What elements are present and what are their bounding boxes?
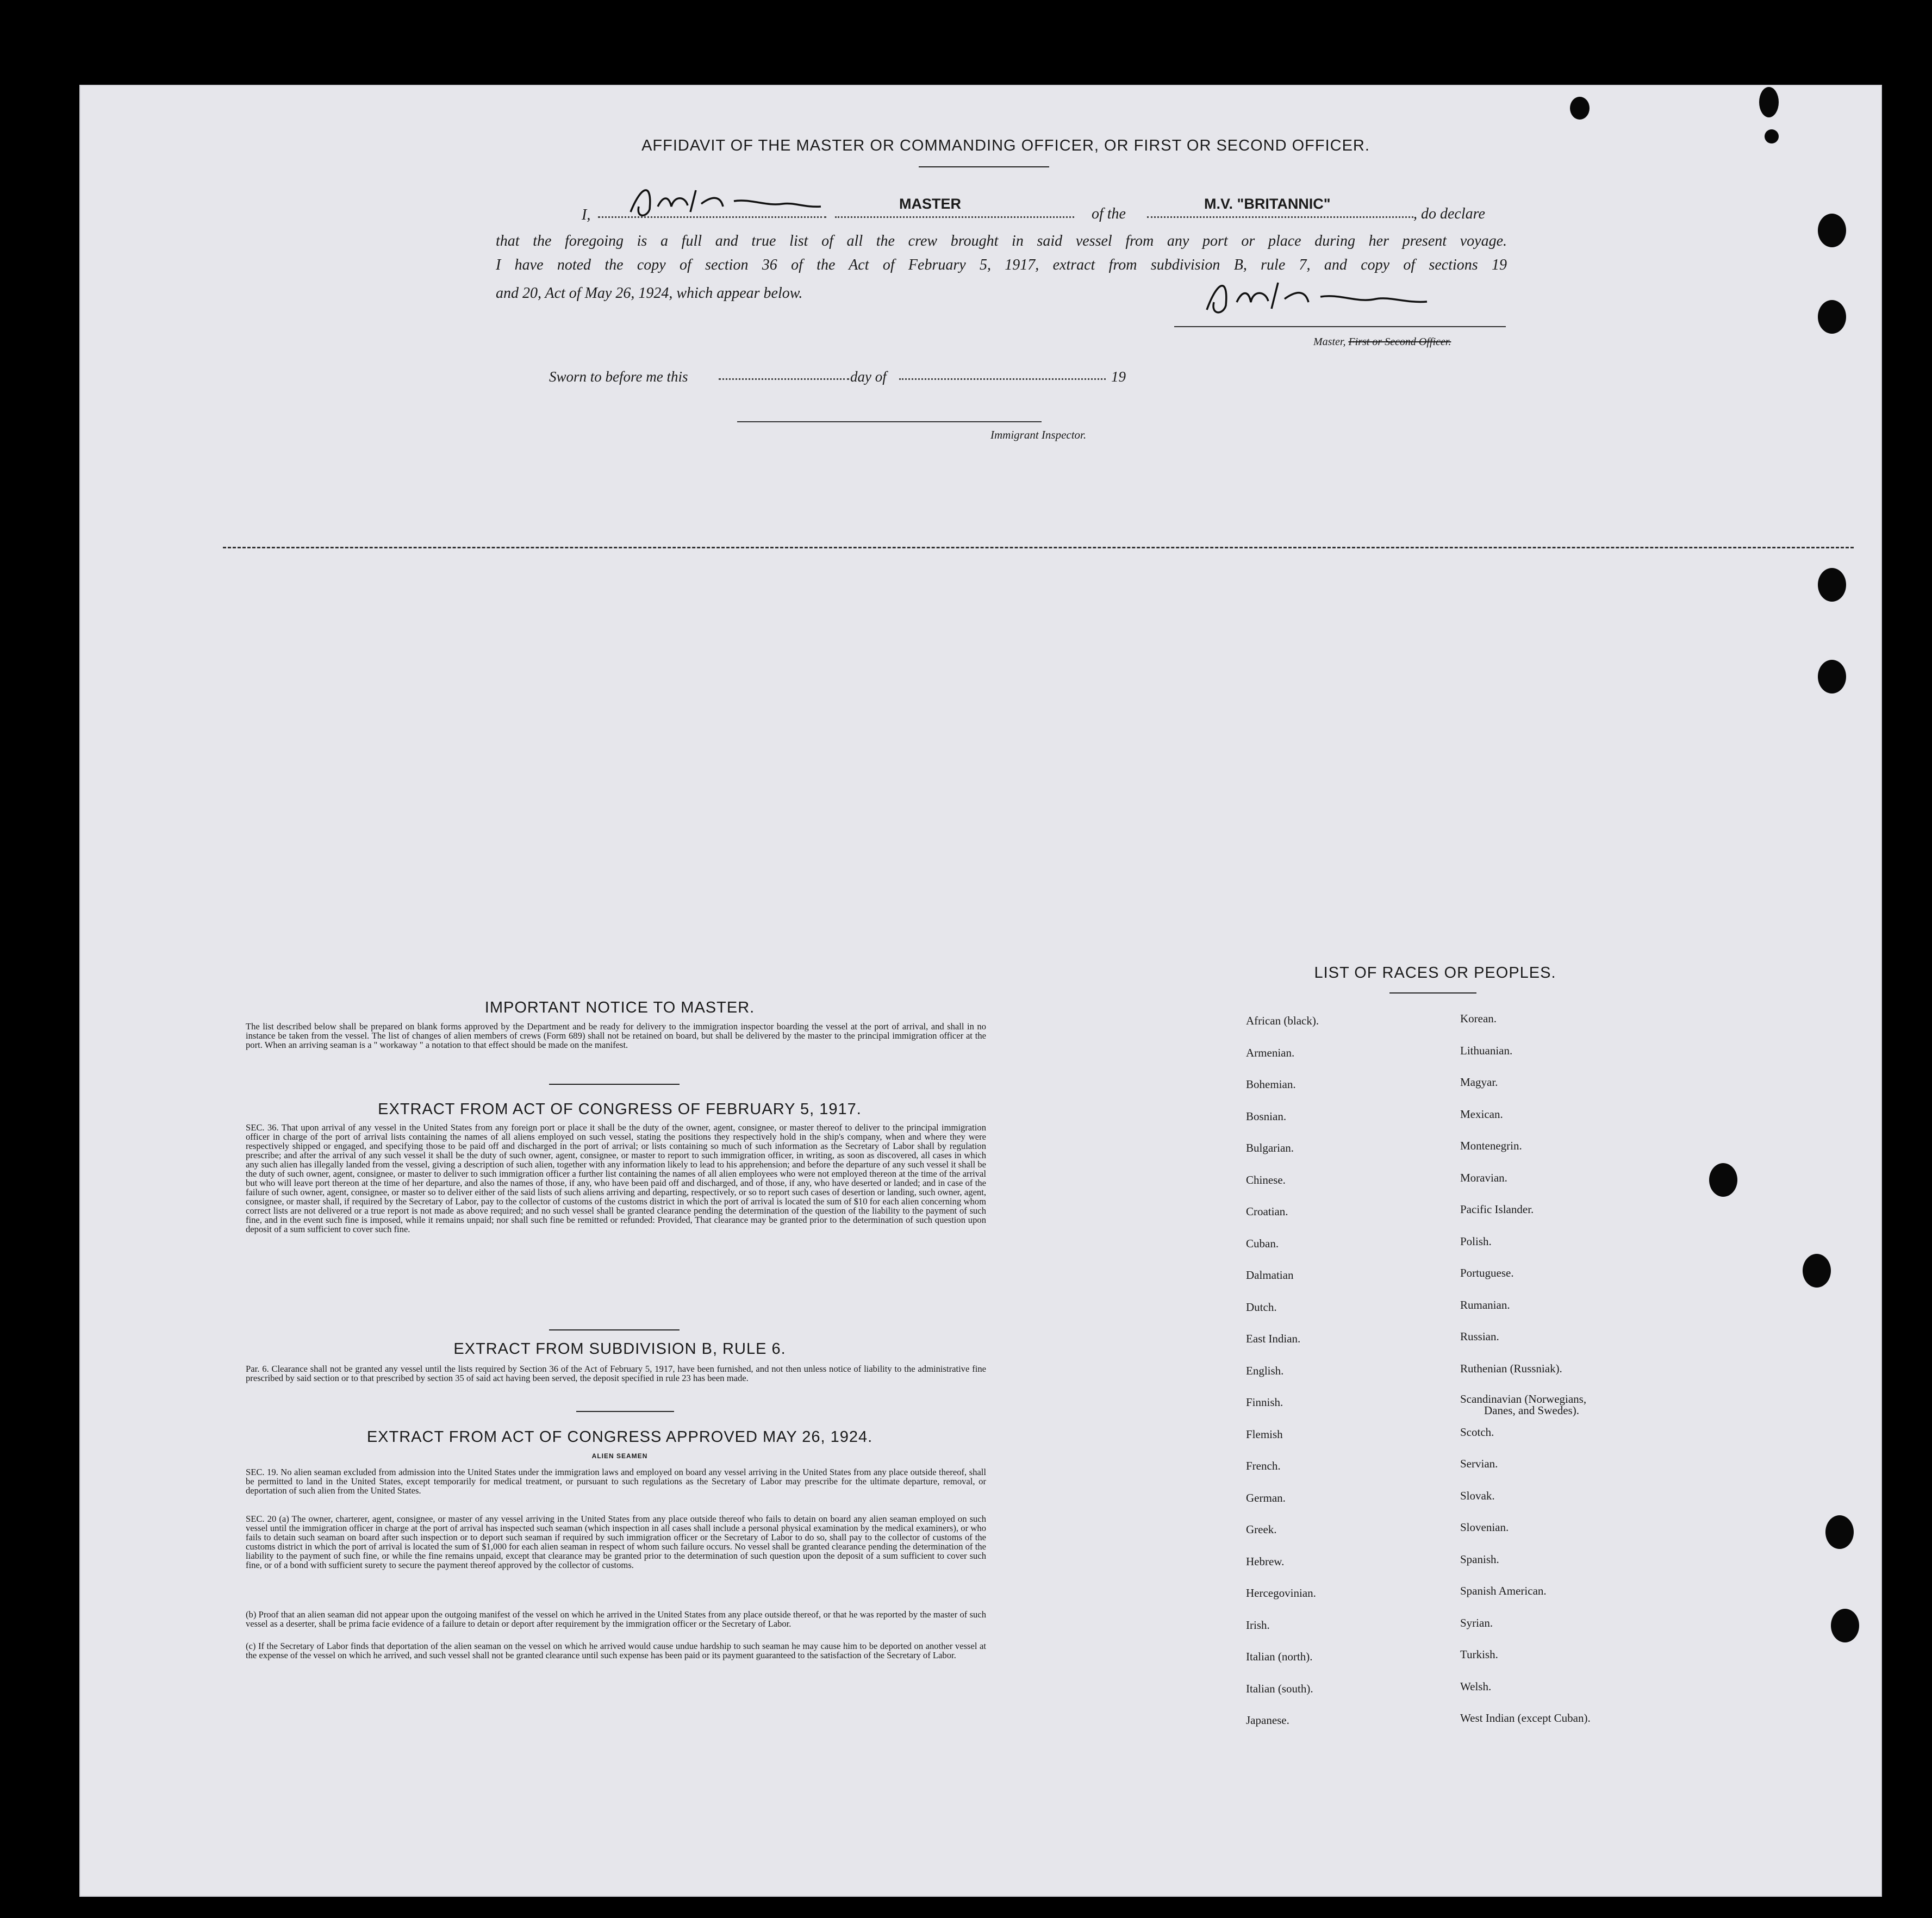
race-item: German. [1246, 1491, 1286, 1504]
of-the-text: of the [1092, 205, 1126, 222]
year-text: 19 [1111, 368, 1126, 385]
race-item: Croatian. [1246, 1205, 1288, 1218]
race-item: Servian. [1460, 1457, 1498, 1470]
affidavit-line-2: that the foregoing is a full and true list of all the crew brought in said vessel from any port or place during her present voyage. [496, 233, 1507, 249]
race-item: Polish. [1460, 1234, 1492, 1248]
name-line [598, 216, 826, 218]
notice-title: IMPORTANT NOTICE TO MASTER. [484, 999, 755, 1016]
race-item: Bohemian. [1246, 1078, 1296, 1091]
race-item: Scandinavian (Norwegians, [1460, 1392, 1587, 1405]
notice-body: The list described below shall be prepared on blank forms approved by the Department and be ready for delivery to the immigration inspector boarding the vessel at the port of arrival, and shall in no instance be taken from the vessel. The list of changes of alien members of crews (Form 689) shall not be retained on board, but shall be delivered by the master to the principal immigration officer at the port. When an arriving seaman is a " workaway " a notation to that effect should be made on the manifest. [246, 1021, 986, 1050]
race-item: Finnish. [1246, 1396, 1283, 1409]
race-item: Slovenian. [1460, 1521, 1509, 1534]
day-of-text: day of [850, 368, 887, 385]
affidavit-line-4: and 20, Act of May 26, 1924, which appear below. [496, 285, 803, 302]
race-item: Flemish [1246, 1427, 1283, 1441]
do-declare-text: , do declare [1413, 205, 1485, 222]
race-item: Dutch. [1246, 1300, 1277, 1314]
race-item: Slovak. [1460, 1489, 1495, 1502]
extract-1917-rule [549, 1329, 680, 1330]
punch-hole [1818, 660, 1846, 694]
race-item-scandinavian [1460, 1394, 1591, 1426]
notice-rule [549, 1084, 680, 1085]
race-item: Italian (south). [1246, 1682, 1313, 1695]
race-item: Italian (north). [1246, 1650, 1313, 1663]
races-rule [1389, 992, 1476, 994]
races-right-column [1460, 1012, 1591, 1744]
race-item: Spanish American. [1460, 1584, 1547, 1597]
race-item: Dalmatian [1246, 1269, 1294, 1282]
sec20b-text: (b) Proof that an alien seaman did not appear upon the outgoing manifest of the vessel on which he arrived in the United States from any place outside thereof, or that he was reported by the master of such vessel as a deserter, shall be prima facie evidence of a failure to detain or deport after requirement by the immigration officer or the Secretary of Labor. [246, 1609, 986, 1629]
race-item: Pacific Islander. [1460, 1203, 1534, 1216]
master-signature-2 [1199, 272, 1438, 321]
race-item: East Indian. [1246, 1332, 1301, 1345]
race-item: Irish. [1246, 1618, 1270, 1632]
affidavit-title: AFFIDAVIT OF THE MASTER OR COMMANDING OFFICER, OR FIRST OR SECOND OFFICER. [641, 137, 1370, 154]
sworn-day-line [719, 378, 849, 380]
sworn-text: Sworn to before me this [549, 368, 688, 385]
punch-hole [1570, 97, 1590, 120]
race-item: Lithuanian. [1460, 1044, 1513, 1057]
race-item: Hebrew. [1246, 1554, 1285, 1568]
alien-seamen-subtitle: ALIEN SEAMEN [591, 1452, 648, 1460]
affidavit-i: I, [582, 207, 591, 223]
rule6-rule [576, 1411, 674, 1412]
sec19-text: SEC. 19. No alien seaman excluded from admission into the United States under the immigration laws and employed on board any vessel arriving in the United States from any place outside thereof, shall be permitted to land in the United States, except temporarily for medical treatment, or pursuant to such regulations as the Secretary of Labor may prescribe for the ultimate departure, removal, or deportation of such alien from the United States. [246, 1467, 986, 1496]
races-left-column [1246, 1014, 1319, 1746]
title-rule [919, 166, 1049, 167]
fold-line [223, 547, 1854, 548]
race-item: Hercegovinian. [1246, 1586, 1316, 1600]
race-item: Montenegrin. [1460, 1139, 1522, 1152]
extract-1917-title: EXTRACT FROM ACT OF CONGRESS OF FEBRUARY 5, 1917. [378, 1101, 862, 1118]
race-item: Spanish. [1460, 1552, 1499, 1566]
punch-hole [1818, 568, 1846, 602]
race-item: West Indian (except Cuban). [1460, 1711, 1591, 1725]
rank-value: MASTER [899, 196, 961, 212]
punch-hole [1759, 87, 1779, 117]
race-item: Portuguese. [1460, 1266, 1514, 1279]
extract-1924-title: EXTRACT FROM ACT OF CONGRESS APPROVED MAY 26, 1924. [366, 1428, 873, 1446]
race-item: Welsh. [1460, 1679, 1492, 1693]
race-item: Chinese. [1246, 1173, 1286, 1186]
race-item-continued: Danes, and Swedes). [1484, 1404, 1579, 1417]
race-item: Bosnian. [1246, 1109, 1287, 1123]
punch-hole [1818, 300, 1846, 334]
race-item: Bulgarian. [1246, 1141, 1294, 1154]
race-item: African (black). [1246, 1014, 1319, 1027]
punch-hole [1765, 129, 1779, 143]
punch-hole [1709, 1163, 1737, 1197]
sec20a-text: SEC. 20 (a) The owner, charterer, agent, consignee, or master of any vessel arriving in the United States from any place outside thereof who fails to detain on board any alien seaman employed on such vessel until the immigration officer in charge at the port of arrival has inspected such seaman (which inspection in all cases shall include a personal physical examination by the medical examiners), or who fails to detain such seaman on board after such inspection or to deport such seaman if required by such immigration officer or the Secretary of Labor to do so, shall pay to the collector of customs of the customs district in which the port of arrival is located the sum of $1,000 for each alien seaman in respect of whom such failure occurs. No vessel shall be granted clearance pending the determination of the liability to the payment of such fine, or while the fine remains unpaid, except that clearance may be granted prior to the determination of such question upon the deposit of a sum sufficient to cover such fine, or of a bond with sufficient surety to secure the payment thereof approved by the collector of customs. [246, 1514, 986, 1570]
race-item: Syrian. [1460, 1616, 1493, 1629]
race-item: Korean. [1460, 1012, 1497, 1025]
punch-hole [1818, 214, 1846, 247]
caption-struck: First or Second Officer. [1348, 336, 1451, 348]
race-item: French. [1246, 1459, 1281, 1472]
vessel-line [1147, 216, 1413, 218]
signature-caption [1313, 336, 1451, 348]
sec20c-text: (c) If the Secretary of Labor finds that deportation of the alien seaman on the vessel on which he arrived would cause undue hardship to such seaman he may cause him to be deported on another vessel at the expense of the vessel on which he arrived, and such vessel shall not be granted clearance until such expense has been paid or its payment guaranteed to the satisfaction of the Secretary of Labor. [246, 1641, 986, 1660]
rule6-title: EXTRACT FROM SUBDIVISION B, RULE 6. [453, 1340, 786, 1358]
race-item: Ruthenian (Russniak). [1460, 1361, 1562, 1375]
month-line [899, 378, 1106, 380]
punch-hole [1825, 1515, 1854, 1549]
race-item: Russian. [1460, 1330, 1499, 1343]
rank-line [835, 216, 1074, 218]
race-item: Mexican. [1460, 1107, 1503, 1121]
race-item: Japanese. [1246, 1714, 1289, 1727]
race-item: Rumanian. [1460, 1298, 1510, 1311]
race-item: Greek. [1246, 1523, 1277, 1536]
punch-hole [1803, 1254, 1831, 1288]
race-item: Magyar. [1460, 1076, 1498, 1089]
race-item: Scotch. [1460, 1425, 1494, 1439]
rule6-body: Par. 6. Clearance shall not be granted any vessel until the lists required by Section 36 of the Act of February 5, 1917, have been furnished, and not then unless notice of liability to the administrative fine prescribed by said section or to that prescribed by section 35 of said act having been served, the deposit specified in rule 23 has been made. [246, 1364, 986, 1383]
affidavit-line-3: I have noted the copy of section 36 of the Act of February 5, 1917, extract from subdivision B, rule 7, and copy of sections 19 [496, 257, 1507, 273]
caption-master: Master, [1313, 336, 1346, 348]
vessel-name: M.V. "BRITANNIC" [1204, 196, 1331, 212]
signature-line [1174, 326, 1506, 327]
extract-1917-body: SEC. 36. That upon arrival of any vessel in the United States from any foreign port or place it shall be the duty of the owner, agent, consignee, or master thereof to deliver to the principal immigration officer in charge of the port of arrival lists containing the names of all aliens employed on such vessel, stating the positions they respectively hold in the ship's company, when and where they were respectively shipped or engaged, and specifying those to be paid off and discharged in the port of arrival; or lists containing so much of such information as the Secretary of Labor shall by regulation prescribe; and after the arrival of any such vessel it shall be the duty of such owner, agent, consignee, or master to report to such immigration officer, in writing, as soon as discovered, all cases in which any such alien has illegally landed from the vessel, giving a description of such alien, together with any information likely to lead to his apprehension; and before the departure of any such vessel it shall be the duty of such owner, agent, consignee, or master to deliver to such immigration officer a further list containing the names of all alien employees who were not employed thereon at the time of the arrival but who will leave port thereon at the time of her departure, and also the names of those, if any, who have been paid off and discharged, and of those, if any, who have deserted or landed; and in case of the failure of such owner, agent, consignee, or master so to deliver either of the said lists of such aliens arriving and departing, respectively, or so to report such cases of desertion or landing, such owner, agent, consignee, or master shall, if required by the Secretary of Labor, pay to the collector of customs of the customs district in which the port of arrival is located the sum of $10 for each alien concerning whom correct lists are not delivered or a true report is not made as above required; and no such vessel shall be granted clearance pending the determination of the question of the liability to the payment of such fine, and in the event such fine is imposed, while it remains unpaid; nor shall such fine be remitted or refunded: Provided, That clearance may be granted prior to the determination of such question upon deposit of a sum sufficient to cover such fine. [246, 1122, 986, 1234]
inspector-label: Immigrant Inspector. [990, 428, 1087, 441]
race-item: Cuban. [1246, 1236, 1279, 1250]
inspector-line [737, 421, 1042, 422]
race-item: Armenian. [1246, 1046, 1295, 1059]
race-item: Turkish. [1460, 1648, 1498, 1661]
races-title: LIST OF RACES OR PEOPLES. [1314, 964, 1556, 982]
punch-hole [1831, 1609, 1859, 1642]
race-item: Moravian. [1460, 1171, 1507, 1184]
race-item: English. [1246, 1364, 1284, 1377]
